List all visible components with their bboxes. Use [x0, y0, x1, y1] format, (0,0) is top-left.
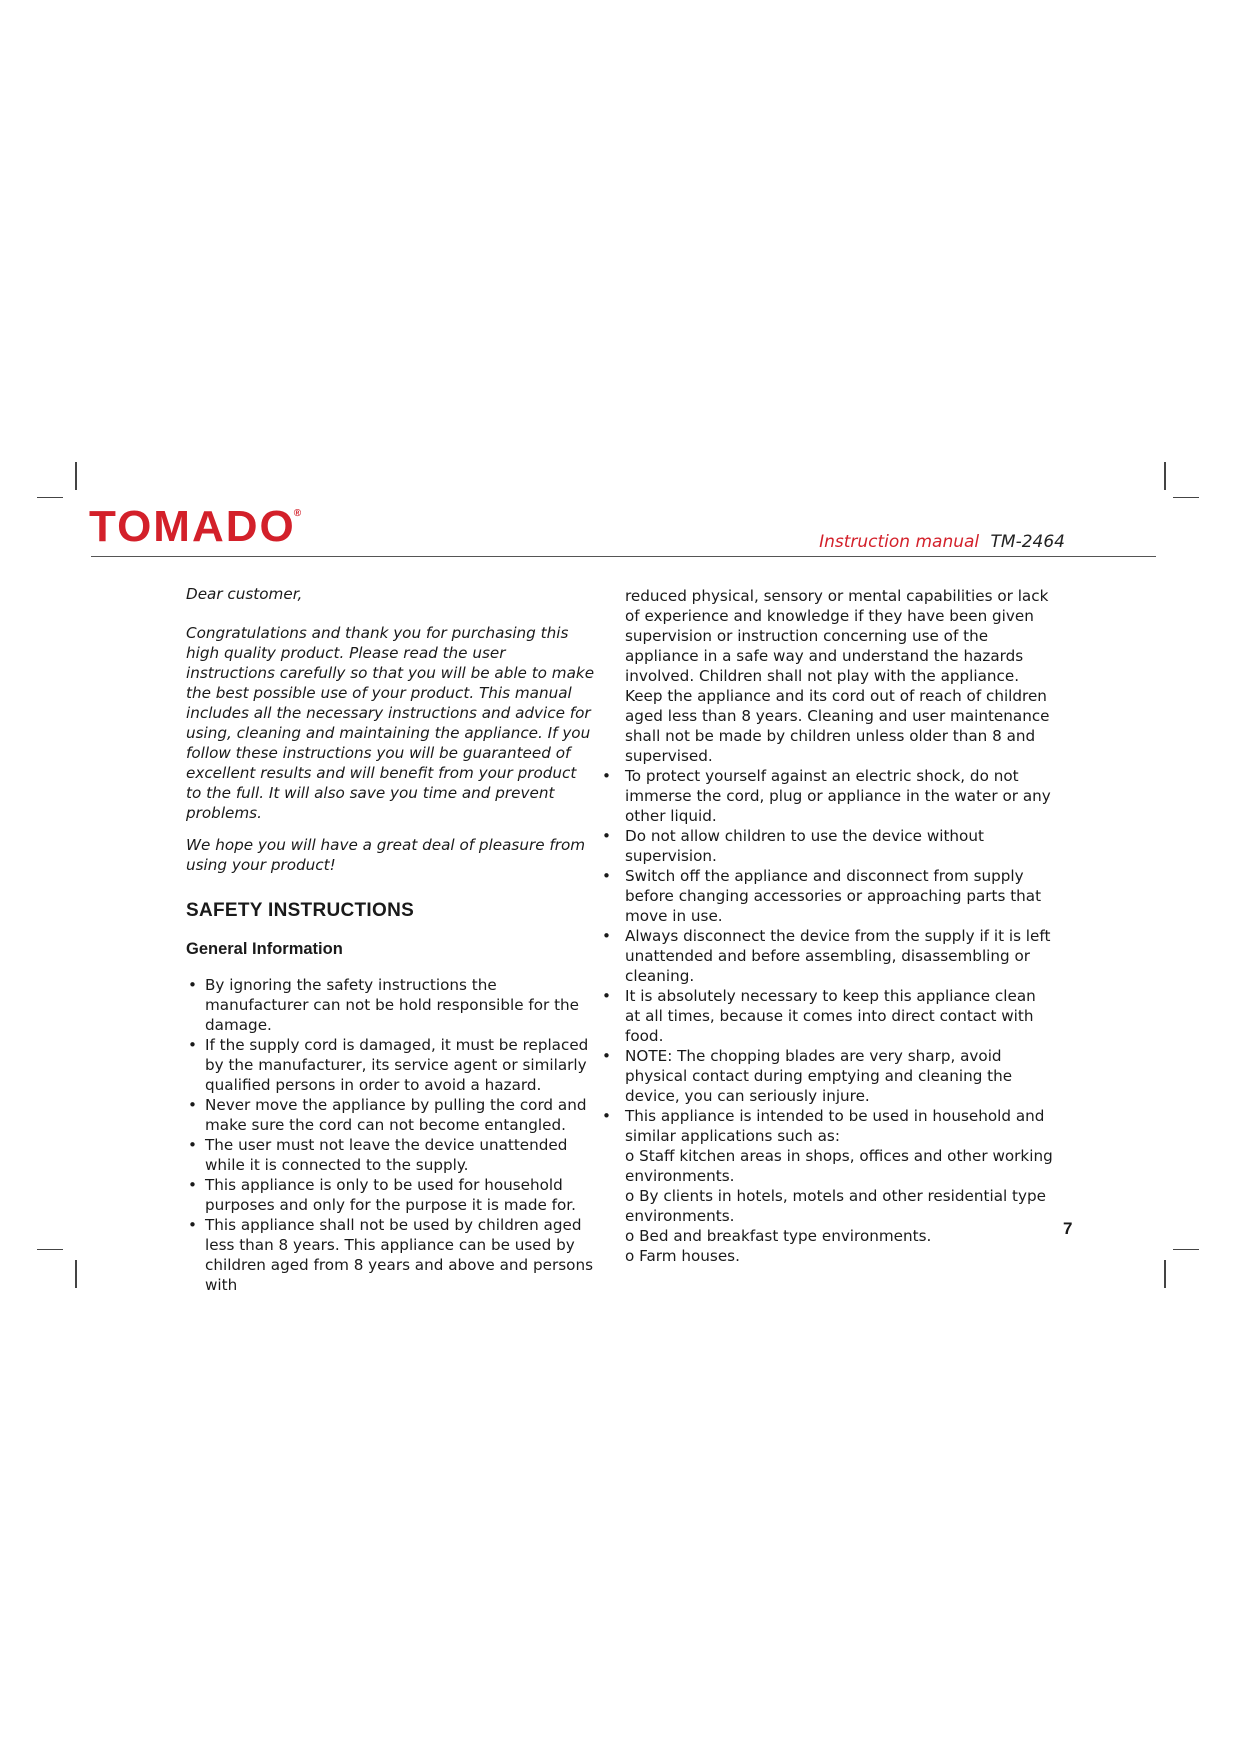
crop-mark [1173, 1249, 1199, 1250]
intro-paragraph: Congratulations and thank you for purchasing this high quality product. Please read the user instructions carefully so that you will be able to make the best possible use of your product. This manual includes all the necessary instructions and advice for using, cleaning and maintaining the appliance. If you follow these instructions you will be guaranteed of excellent results and will benefit from your product to the full. It will also save you time and prevent problems. [186, 624, 595, 822]
sub-title: General Information [186, 940, 343, 958]
section-title: SAFETY INSTRUCTIONS [186, 900, 415, 921]
crop-mark [37, 1249, 63, 1250]
model-number: TM-2464 [990, 532, 1065, 552]
list-item: • To protect yourself against an electric shock, do not immerse the cord, plug or appliance in the water or any other liquid. [614, 766, 1054, 826]
list-item: • By ignoring the safety instructions the manufacturer can not be hold responsible for the damage. [186, 975, 596, 1035]
list-item: • Never move the appliance by pulling the cord and make sure the cord can not become entangled. [186, 1095, 596, 1135]
sub-list-item: o Bed and breakfast type environments. [625, 1227, 932, 1245]
right-column [614, 586, 1054, 1266]
crop-mark [1173, 497, 1199, 498]
brand-name: TOMADO [89, 502, 296, 551]
crop-mark [37, 497, 63, 498]
sub-list-item: o By clients in hotels, motels and other residential type environments. [625, 1187, 1046, 1225]
list-item: • NOTE: The chopping blades are very sharp, avoid physical contact during emptying and cleaning the device, you can seriously injure. [614, 1046, 1054, 1106]
list-item: • Switch off the appliance and disconnect from supply before changing accessories or approaching parts that move in use. [614, 866, 1054, 926]
crop-mark [1164, 1260, 1166, 1288]
list-item: • This appliance is only to be used for household purposes and only for the purpose it is made for. [186, 1175, 596, 1215]
left-column [186, 584, 596, 1295]
safety-list-right [614, 766, 1054, 1146]
crop-mark [75, 462, 77, 490]
list-item: • The user must not leave the device unattended while it is connected to the supply. [186, 1135, 596, 1175]
list-item: • Always disconnect the device from the supply if it is left unattended and before assembling, disassembling or cleaning. [614, 926, 1054, 986]
document-header [819, 532, 1065, 552]
list-item: • If the supply cord is damaged, it must be replaced by the manufacturer, its service agent or similarly qualified persons in order to avoid a hazard. [186, 1035, 596, 1095]
brand-logo [89, 502, 303, 551]
crop-mark [1164, 462, 1166, 490]
list-item: • It is absolutely necessary to keep this appliance clean at all times, because it comes into direct contact with food. [614, 986, 1054, 1046]
header-divider [91, 556, 1156, 557]
list-item-continuation: reduced physical, sensory or mental capabilities or lack of experience and knowledge if they have been given supervision or instruction concerning use of the appliance in a safe way and understand the hazards involved. Children shall not play with the appliance. Keep the appliance and its cord out of reach of children aged less than 8 years. Cleaning and user maintenance shall not be made by children unless older than 8 and supervised. [625, 587, 1050, 765]
greeting: Dear customer, [186, 585, 303, 603]
manual-label: Instruction manual [819, 532, 980, 552]
sub-list-item: o Farm houses. [625, 1247, 740, 1265]
crop-mark [75, 1260, 77, 1288]
registered-mark: ® [293, 508, 302, 519]
page-number: 7 [1063, 1219, 1073, 1238]
list-item: • Do not allow children to use the device without supervision. [614, 826, 1054, 866]
sub-list-item: o Staff kitchen areas in shops, offices and other working environments. [625, 1147, 1053, 1185]
intro-closing: We hope you will have a great deal of pleasure from using your product! [186, 836, 586, 874]
safety-list-left [186, 975, 596, 1295]
list-item: • This appliance is intended to be used in household and similar applications such as: [614, 1106, 1054, 1146]
list-item: • This appliance shall not be used by children aged less than 8 years. This appliance can be used by children aged from 8 years and above and persons with [186, 1215, 596, 1295]
